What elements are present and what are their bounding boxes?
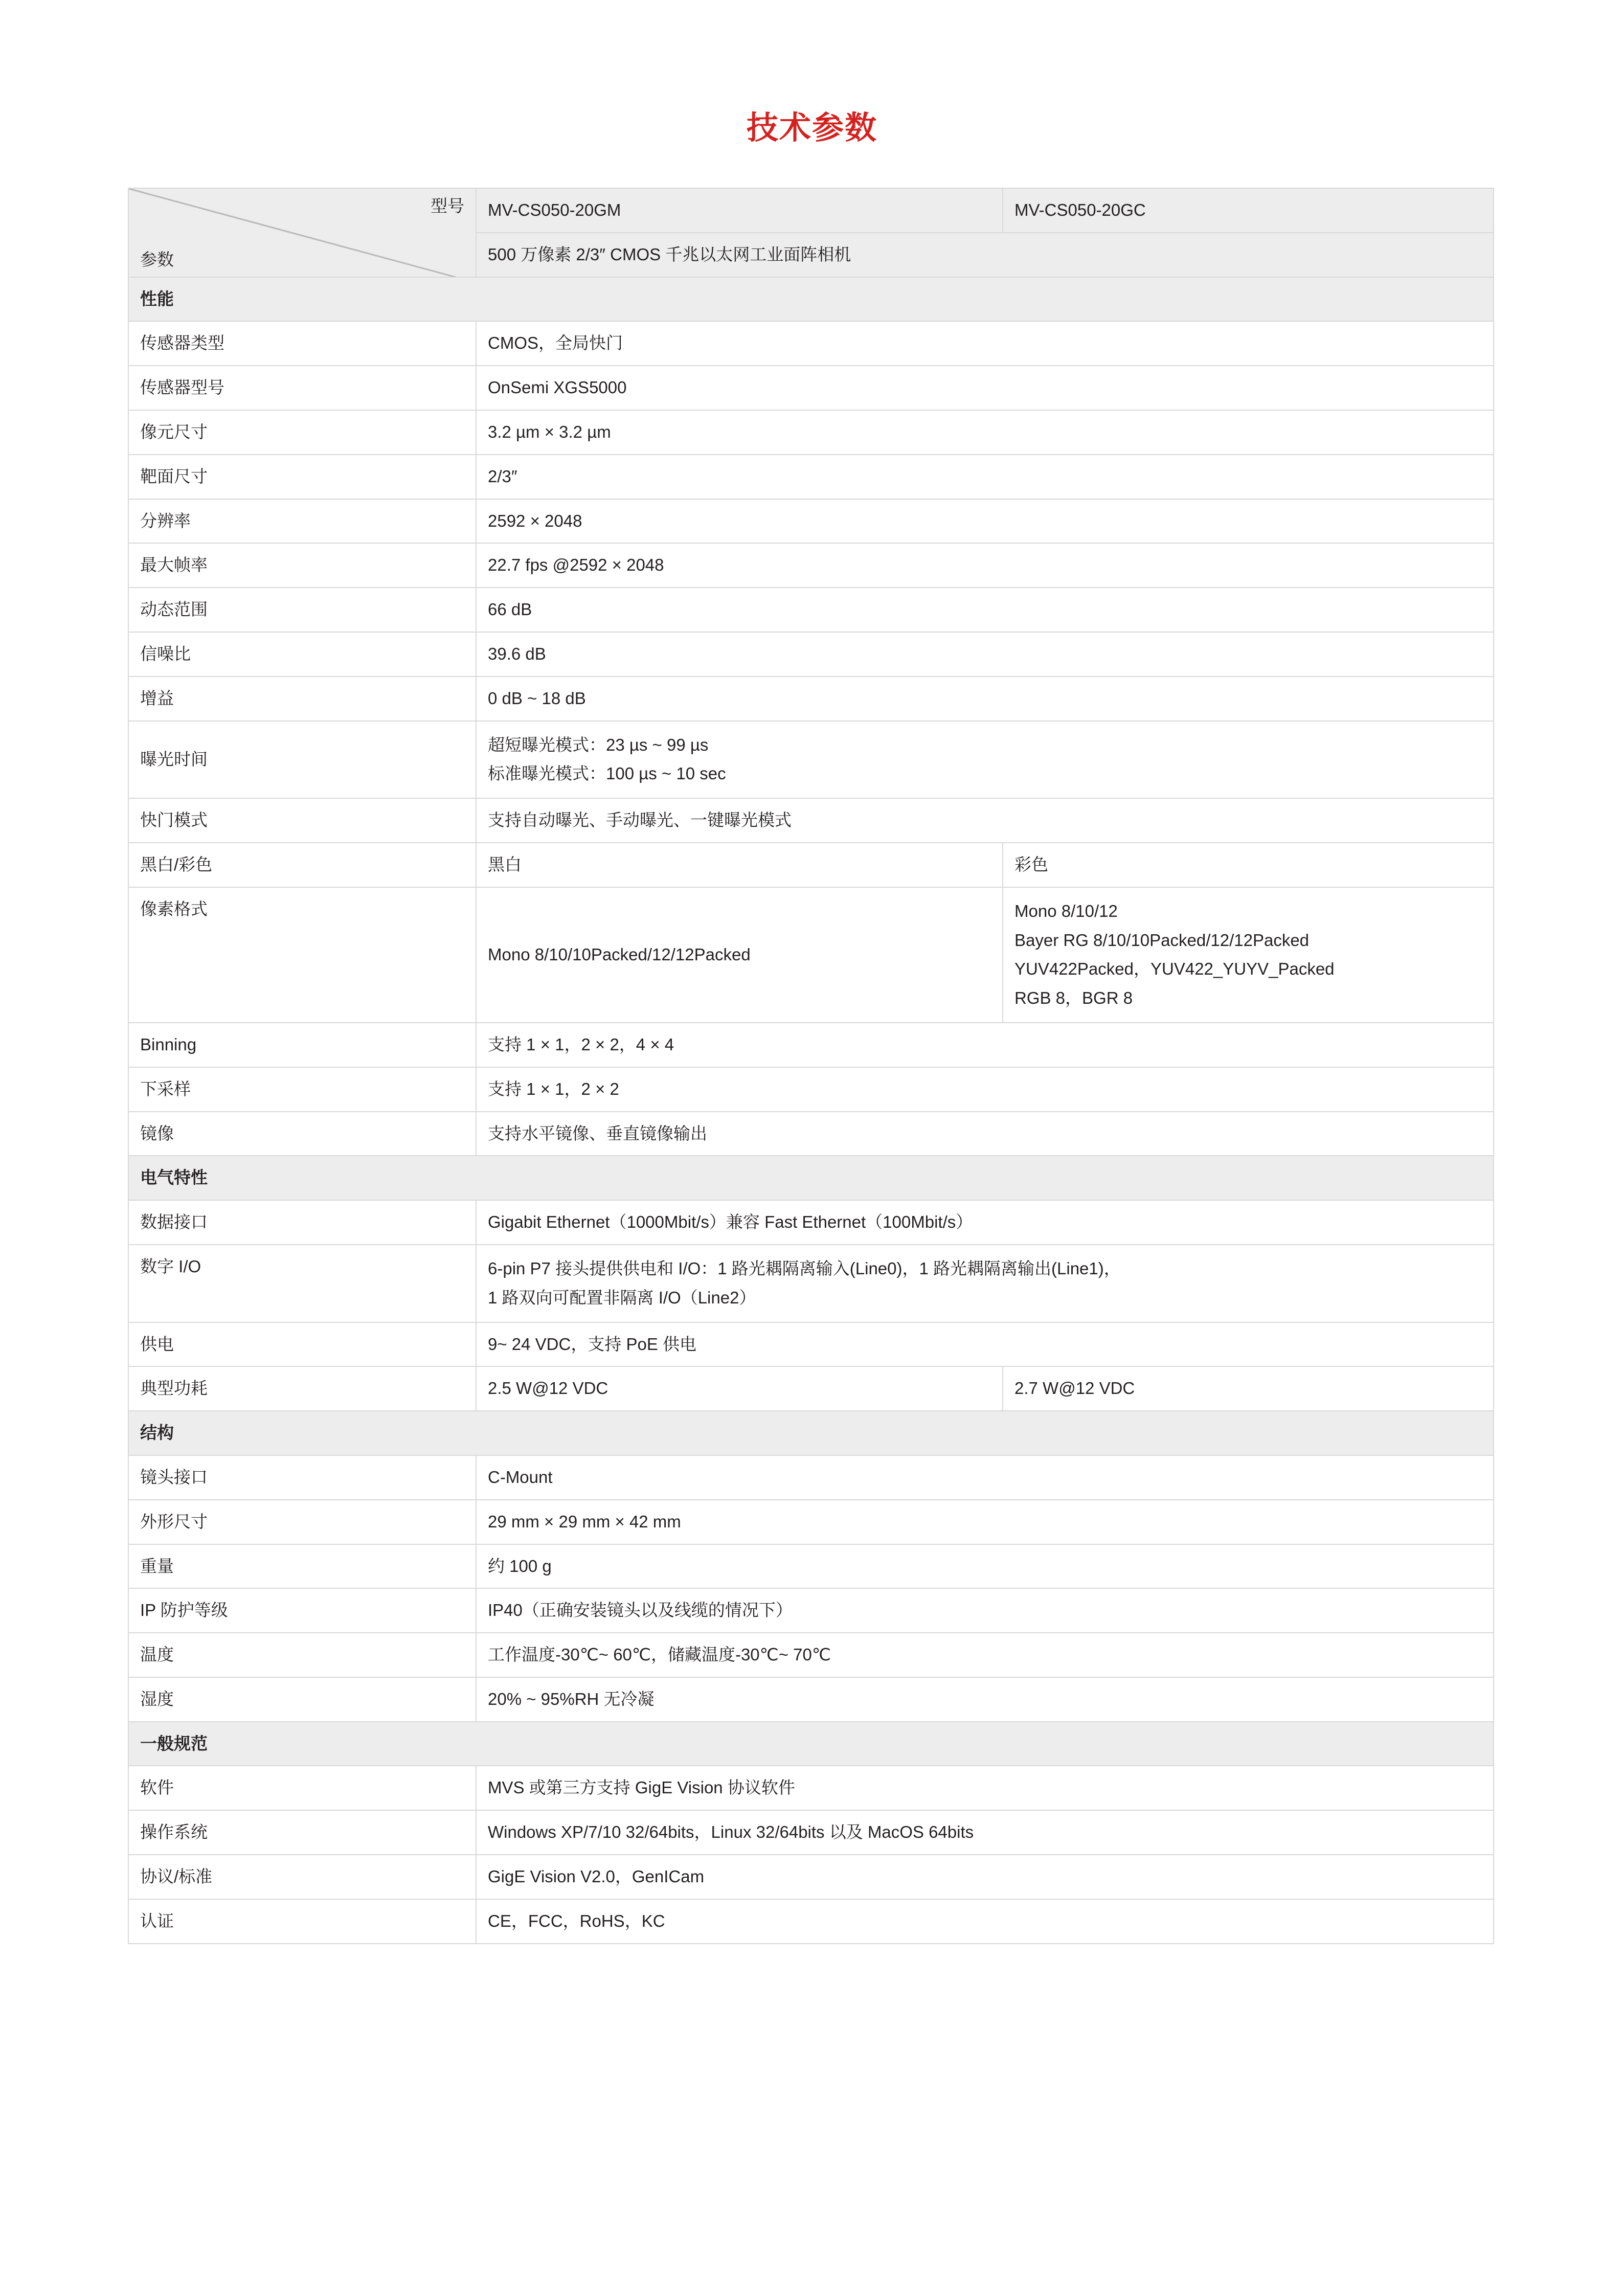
row-value-line: YUV422Packed，YUV422_YUYV_Packed <box>1014 959 1335 979</box>
row-label: 曝光时间 <box>128 721 476 799</box>
table-row <box>128 410 1494 455</box>
row-value: OnSemi XGS5000 <box>476 366 1494 410</box>
row-value: 0 dB ~ 18 dB <box>476 677 1494 721</box>
row-value-mono: Mono 8/10/10Packed/12/12Packed <box>476 887 1003 1023</box>
table-row <box>128 1810 1494 1855</box>
row-value-line: 超短曝光模式：23 µs ~ 99 µs <box>488 735 709 754</box>
row-value-color-multiline <box>1003 887 1494 1023</box>
row-value-line: 6-pin P7 接头提供供电和 I/O：1 路光耦隔离输入(Line0)，1 路光耦隔离输出(Line1)， <box>488 1258 1121 1278</box>
row-label: 增益 <box>128 677 476 721</box>
row-value: 约 100 g <box>476 1544 1494 1589</box>
row-value: 22.7 fps @2592 × 2048 <box>476 543 1494 588</box>
row-label: 镜头接口 <box>128 1455 476 1500</box>
table-row <box>128 1899 1494 1944</box>
row-label: 黑白/彩色 <box>128 843 476 887</box>
row-value: MVS 或第三方支持 GigE Vision 协议软件 <box>476 1766 1494 1810</box>
specification-table <box>128 188 1494 1944</box>
section-header-electrical <box>128 1156 1494 1200</box>
page-title: 技术参数 <box>746 110 877 146</box>
row-label: IP 防护等级 <box>128 1588 476 1633</box>
section-header-general <box>128 1722 1494 1766</box>
table-row <box>128 455 1494 499</box>
row-label: 供电 <box>128 1322 476 1367</box>
section-header-structure <box>128 1411 1494 1455</box>
row-label: 软件 <box>128 1766 476 1810</box>
table-row <box>128 1112 1494 1156</box>
row-label: 典型功耗 <box>128 1366 476 1411</box>
table-row <box>128 588 1494 632</box>
row-value-line: RGB 8，BGR 8 <box>1014 988 1133 1008</box>
row-label: 最大帧率 <box>128 543 476 588</box>
header-model-color: MV-CS050-20GC <box>1003 188 1494 233</box>
row-label: 湿度 <box>128 1677 476 1722</box>
row-value-line: Bayer RG 8/10/10Packed/12/12Packed <box>1014 930 1310 950</box>
row-value: CMOS，全局快门 <box>476 321 1494 366</box>
row-value: Gigabit Ethernet（1000Mbit/s）兼容 Fast Ethernet（100Mbit/s） <box>476 1200 1494 1245</box>
row-value-mono: 2.5 W@12 VDC <box>476 1366 1003 1411</box>
section-header-performance <box>128 277 1494 322</box>
row-value: 支持自动曝光、手动曝光、一键曝光模式 <box>476 798 1494 843</box>
row-value: 2592 × 2048 <box>476 499 1494 544</box>
table-row <box>128 499 1494 544</box>
row-value: GigE Vision V2.0，GenICam <box>476 1855 1494 1899</box>
row-value: 39.6 dB <box>476 632 1494 677</box>
table-header-row <box>128 188 1494 233</box>
row-label: 分辨率 <box>128 499 476 544</box>
header-model-mono: MV-CS050-20GM <box>476 188 1003 233</box>
table-row <box>128 1023 1494 1067</box>
table-row <box>128 1677 1494 1722</box>
row-value-color: 彩色 <box>1003 843 1494 887</box>
row-value-line: Mono 8/10/12 <box>1014 901 1118 920</box>
row-value: 9~ 24 VDC，支持 PoE 供电 <box>476 1322 1494 1367</box>
row-label: 外形尺寸 <box>128 1500 476 1544</box>
table-row <box>128 1633 1494 1677</box>
table-row <box>128 887 1494 1023</box>
row-label: 像元尺寸 <box>128 410 476 455</box>
row-value: IP40（正确安装镜头以及线缆的情况下） <box>476 1588 1494 1633</box>
row-label: 数据接口 <box>128 1200 476 1245</box>
row-value-line: 1 路双向可配置非隔离 I/O（Line2） <box>488 1288 756 1307</box>
header-model-label: 型号 <box>431 196 464 215</box>
table-row <box>128 543 1494 588</box>
header-param-label: 参数 <box>140 250 174 269</box>
row-label: 快门模式 <box>128 798 476 843</box>
table-row <box>128 1200 1494 1245</box>
section-title: 性能 <box>128 277 1494 322</box>
table-row <box>128 798 1494 843</box>
row-value: C-Mount <box>476 1455 1494 1500</box>
row-label: 镜像 <box>128 1112 476 1156</box>
row-label: Binning <box>128 1023 476 1067</box>
row-label: 认证 <box>128 1899 476 1944</box>
row-label: 下采样 <box>128 1067 476 1112</box>
table-row <box>128 1766 1494 1810</box>
row-value: CE，FCC，RoHS，KC <box>476 1899 1494 1944</box>
table-row <box>128 721 1494 799</box>
row-value: 66 dB <box>476 588 1494 632</box>
row-label: 靶面尺寸 <box>128 455 476 499</box>
row-label: 信噪比 <box>128 632 476 677</box>
row-value-line: 标准曝光模式：100 µs ~ 10 sec <box>488 764 726 783</box>
row-label: 协议/标准 <box>128 1855 476 1899</box>
table-row <box>128 1588 1494 1633</box>
diagonal-divider-icon <box>129 189 476 277</box>
row-value: 工作温度-30℃~ 60℃，储藏温度-30℃~ 70℃ <box>476 1633 1494 1677</box>
row-label: 操作系统 <box>128 1810 476 1855</box>
row-value: 支持 1 × 1，2 × 2，4 × 4 <box>476 1023 1494 1067</box>
table-row <box>128 1322 1494 1367</box>
table-row <box>128 321 1494 366</box>
header-summary: 500 万像素 2/3″ CMOS 千兆以太网工业面阵相机 <box>476 233 1494 277</box>
table-row <box>128 1855 1494 1899</box>
row-value-color: 2.7 W@12 VDC <box>1003 1366 1494 1411</box>
table-row <box>128 366 1494 410</box>
row-label: 像素格式 <box>128 887 476 1023</box>
table-row <box>128 1245 1494 1322</box>
table-row <box>128 677 1494 721</box>
section-title: 电气特性 <box>128 1156 1494 1200</box>
row-value-mono: 黑白 <box>476 843 1003 887</box>
row-value: 支持水平镜像、垂直镜像输出 <box>476 1112 1494 1156</box>
table-row <box>128 843 1494 887</box>
row-value-multiline <box>476 721 1494 799</box>
table-row <box>128 632 1494 677</box>
row-label: 数字 I/O <box>128 1245 476 1322</box>
table-row <box>128 1455 1494 1500</box>
header-diagonal-cell <box>128 188 476 277</box>
row-value: 29 mm × 29 mm × 42 mm <box>476 1500 1494 1544</box>
row-value: 2/3″ <box>476 455 1494 499</box>
row-value: 3.2 µm × 3.2 µm <box>476 410 1494 455</box>
row-value: 20% ~ 95%RH 无冷凝 <box>476 1677 1494 1722</box>
section-title: 结构 <box>128 1411 1494 1455</box>
table-row <box>128 1544 1494 1589</box>
table-row <box>128 1366 1494 1411</box>
row-label: 动态范围 <box>128 588 476 632</box>
table-row <box>128 1500 1494 1544</box>
row-value-multiline <box>476 1245 1494 1322</box>
row-value: 支持 1 × 1，2 × 2 <box>476 1067 1494 1112</box>
table-row <box>128 1067 1494 1112</box>
row-label: 传感器类型 <box>128 321 476 366</box>
row-value: Windows XP/7/10 32/64bits，Linux 32/64bits 以及 MacOS 64bits <box>476 1810 1494 1855</box>
row-label: 重量 <box>128 1544 476 1589</box>
section-title: 一般规范 <box>128 1722 1494 1766</box>
row-label: 温度 <box>128 1633 476 1677</box>
row-label: 传感器型号 <box>128 366 476 410</box>
